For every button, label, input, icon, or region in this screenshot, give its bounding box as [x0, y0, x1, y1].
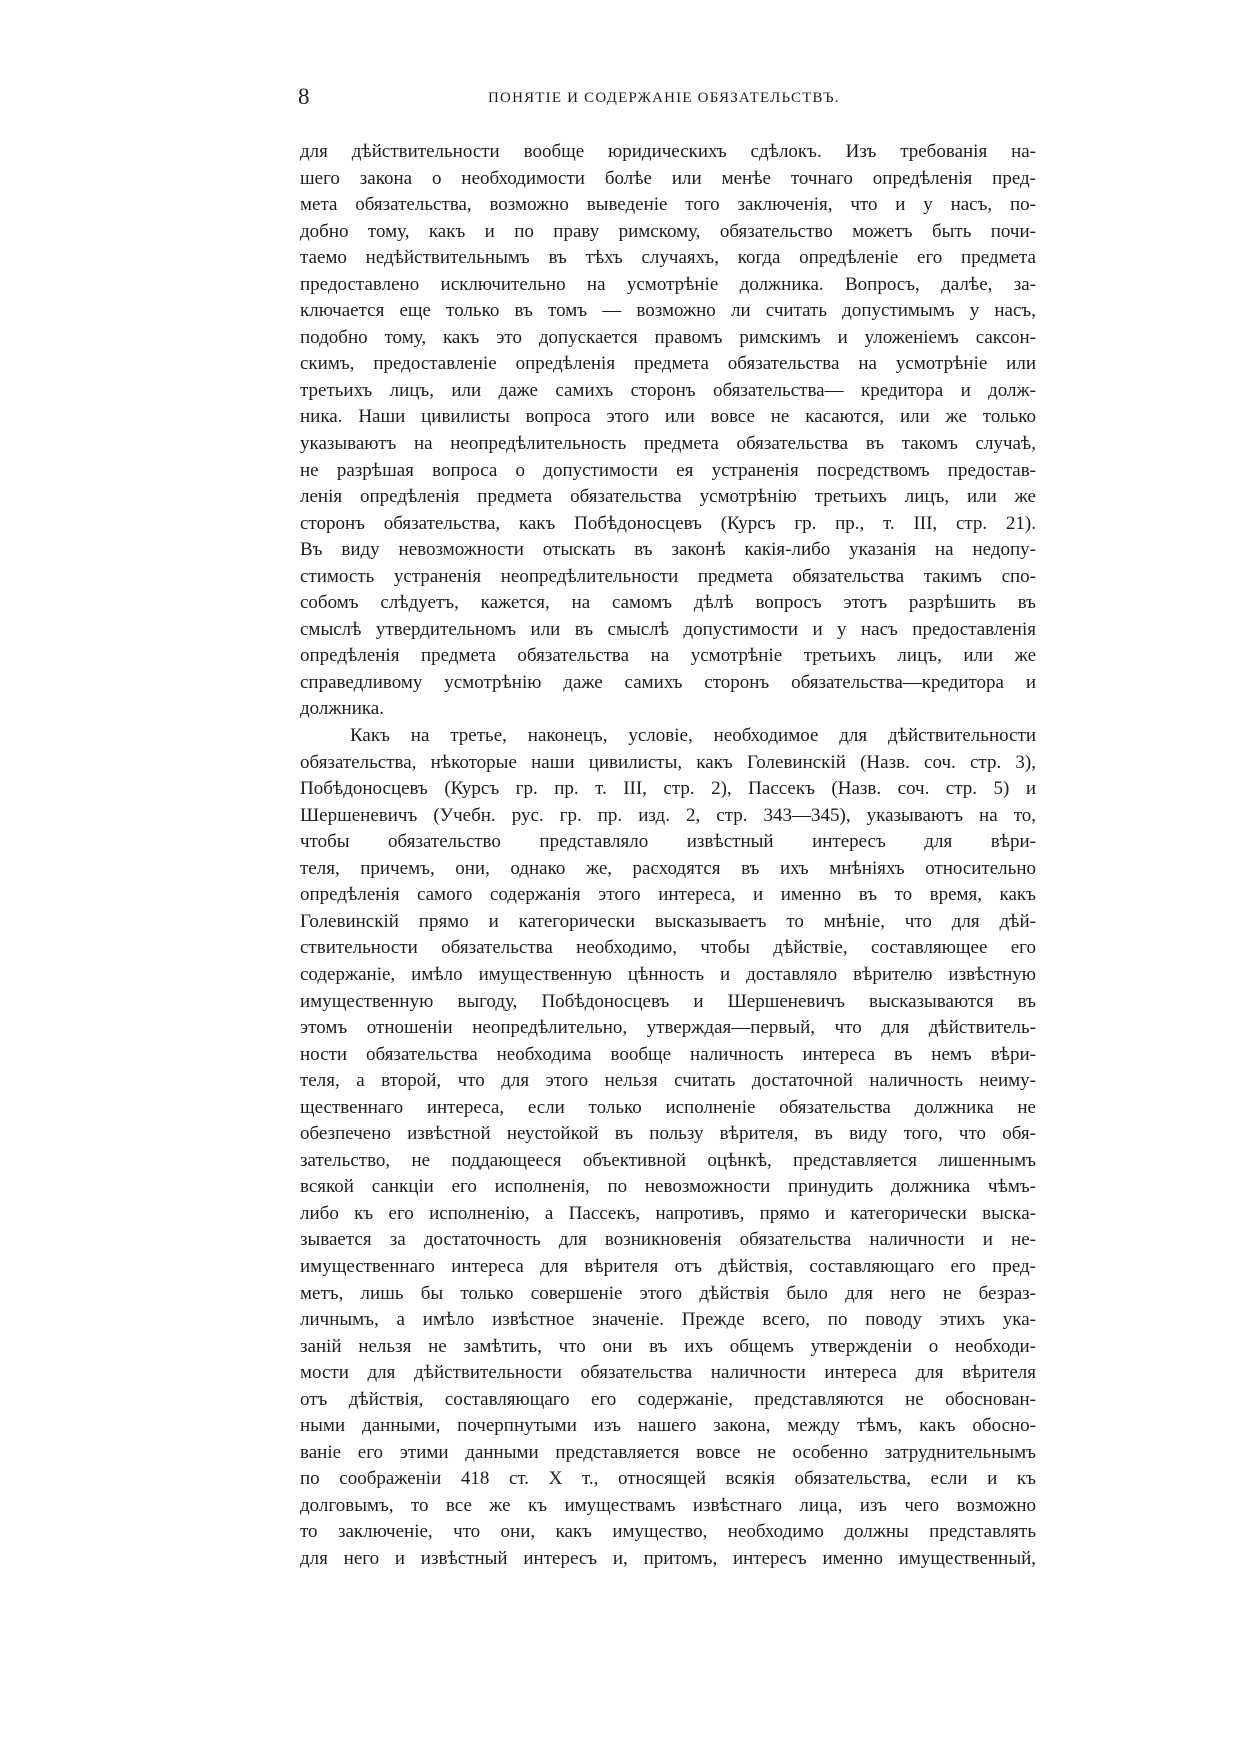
text-line: зательство, не поддающееся объективной оцѣнкѣ, представляется лишеннымъ — [300, 1149, 1036, 1171]
text-line: ными данными, почерпнутыми изъ нашего закона, между тѣмъ, какъ обосно- — [300, 1415, 1036, 1437]
text-line: зывается за достаточность для возникновенія обязательства наличности и не- — [300, 1229, 1036, 1251]
text-line: ключается еще только въ томъ — возможно ли считать допустимымъ у насъ, — [300, 300, 1036, 322]
text-line: указываютъ на неопредѣлительность предмета обязательства въ такомъ случаѣ, — [300, 433, 1036, 455]
text-line: теля, причемъ, они, однако же, расходятся въ ихъ мнѣніяхъ относительно — [300, 857, 1036, 879]
text-line: либо къ его исполненію, а Пассекъ, напротивъ, прямо и категорически выска- — [300, 1202, 1036, 1224]
text-line: опредѣленія самого содержанія этого интереса, и именно въ то время, какъ — [300, 884, 1036, 906]
text-line: смыслѣ утвердительномъ или въ смыслѣ допустимости и у насъ предоставленія — [300, 618, 1036, 640]
text-line: долговымъ, то все же къ имуществамъ извѣстнаго лица, изъ чего возможно — [300, 1494, 1036, 1516]
text-line: мета обязательства, возможно выведеніе того заключенія, что и у насъ, по- — [300, 194, 1036, 216]
text-line: Въ виду невозможности отыскать въ законѣ какія-либо указанія на недопу- — [300, 539, 1036, 561]
text-line: мости для дѣйствительности обязательства наличности интереса для вѣрителя — [300, 1362, 1036, 1384]
page-number: 8 — [298, 84, 310, 109]
text-line: для него и извѣстный интересъ и, притомъ, интересъ именно имущественный, — [300, 1547, 1036, 1569]
text-line: чтобы обязательство представляло извѣстный интересъ для вѣри- — [300, 831, 1036, 853]
text-line: всякой санкціи его исполненія, по невозможности принудить должника чѣмъ- — [300, 1176, 1036, 1198]
text-line: содержаніе, имѣло имущественную цѣнность и доставляло вѣрителю извѣстную — [300, 963, 1036, 985]
text-line: Побѣдоносцевъ (Курсъ гр. пр. т. III, стр. 2), Пассекъ (Назв. соч. стр. 5) и — [300, 778, 1036, 800]
text-line: справедливому усмотрѣнію даже самихъ сторонъ обязательства—кредитора и — [300, 671, 1036, 693]
text-line: для дѣйствительности вообще юридическихъ сдѣлокъ. Изъ требованія на- — [300, 141, 1036, 162]
text-line: шего закона о необходимости болѣе или менѣе точнаго опредѣленія пред- — [300, 167, 1036, 189]
text-line: метъ, лишь бы только совершеніе этого дѣйствія было для него не безраз- — [300, 1282, 1036, 1304]
text-line: таемо недѣйствительнымъ въ тѣхъ случаяхъ, когда опредѣленіе его предмета — [300, 247, 1036, 269]
text-line: не разрѣшая вопроса о допустимости ея устраненія посредствомъ предостав- — [300, 459, 1036, 481]
running-head — [298, 84, 1043, 114]
text-line: сторонъ обязательства, какъ Побѣдоносцевъ (Курсъ гр. пр., т. III, стр. 21). — [300, 512, 1036, 534]
text-line: этомъ отношеніи неопредѣлительно, утверждая—первый, что для дѣйствитель- — [300, 1017, 1036, 1039]
text-line: собомъ слѣдуетъ, кажется, на самомъ дѣлѣ вопросъ этотъ разрѣшить въ — [300, 592, 1036, 614]
body-text — [300, 139, 1036, 1573]
text-line: ствительности обязательства необходимо, чтобы дѣйствіе, составляющее его — [300, 937, 1036, 959]
text-line: щественнаго интереса, если только исполненіе обязательства должника не — [300, 1096, 1036, 1118]
text-line: ваніе его этими данными представляется вовсе не особенно затруднительнымъ — [300, 1441, 1036, 1463]
text-line: заній нельзя не замѣтить, что они въ ихъ общемъ утвержденіи о необходи- — [300, 1335, 1036, 1357]
text-line: стимость устраненія неопредѣлительности предмета обязательства такимъ спо- — [300, 565, 1036, 587]
text-line: личнымъ, а имѣло извѣстное значеніе. Прежде всего, по поводу этихъ ука- — [300, 1309, 1036, 1331]
text-line: скимъ, предоставленіе опредѣленія предмета обязательства на усмотрѣніе или — [300, 353, 1036, 375]
text-line: добно тому, какъ и по праву римскому, обязательство можетъ быть почи- — [300, 220, 1036, 242]
text-line: третьихъ лицъ, или даже самихъ сторонъ обязательства— кредитора и долж- — [300, 379, 1036, 401]
text-line: Шершеневичъ (Учебн. рус. гр. пр. изд. 2, стр. 343—345), указываютъ на то, — [300, 804, 1036, 826]
paragraph-1 — [300, 139, 1036, 723]
text-line: Голевинскій прямо и категорически высказываетъ то мнѣніе, что для дѣй- — [300, 910, 1036, 932]
text-line: обезпечено извѣстной неустойкой въ пользу вѣрителя, въ виду того, что обя- — [300, 1123, 1036, 1145]
text-line: ности обязательства необходима вообще наличность интереса въ немъ вѣри- — [300, 1043, 1036, 1065]
running-title: ПОНЯТІЕ И СОДЕРЖАНІЕ ОБЯЗАТЕЛЬСТВЪ. — [488, 90, 840, 106]
text-line: Какъ на третье, наконецъ, условіе, необходимое для дѣйствительности — [350, 725, 1036, 747]
paragraph-2 — [300, 723, 1036, 1573]
text-line: ленія опредѣленія предмета обязательства усмотрѣнію третьихъ лицъ, или же — [300, 486, 1036, 508]
text-line: опредѣленія предмета обязательства на усмотрѣніе третьихъ лицъ, или же — [300, 645, 1036, 667]
text-line: ника. Наши цивилисты вопроса этого или вовсе не касаются, или же только — [300, 406, 1036, 428]
text-line: имущественнаго интереса для вѣрителя отъ дѣйствія, составляющаго его пред- — [300, 1255, 1036, 1277]
text-line: имущественную выгоду, Побѣдоносцевъ и Шершеневичъ высказываются въ — [300, 990, 1036, 1012]
text-line: обязательства, нѣкоторые наши цивилисты, какъ Голевинскій (Назв. соч. стр. 3), — [300, 751, 1036, 773]
text-line: отъ дѣйствія, составляющаго его содержаніе, представляются не обоснован- — [300, 1388, 1036, 1410]
text-line: теля, а второй, что для этого нельзя считать достаточной наличность неиму- — [300, 1070, 1036, 1092]
text-line: то заключеніе, что они, какъ имущество, необходимо должны представлять — [300, 1521, 1036, 1543]
text-line: предоставлено исключительно на усмотрѣніе должника. Вопросъ, далѣе, за- — [300, 273, 1036, 295]
text-line: должника. — [300, 698, 384, 720]
text-line: по соображеніи 418 ст. X т., относящей всякія обязательства, если и къ — [300, 1468, 1036, 1490]
text-line: подобно тому, какъ это допускается правомъ римскимъ и уложеніемъ саксон- — [300, 326, 1036, 348]
